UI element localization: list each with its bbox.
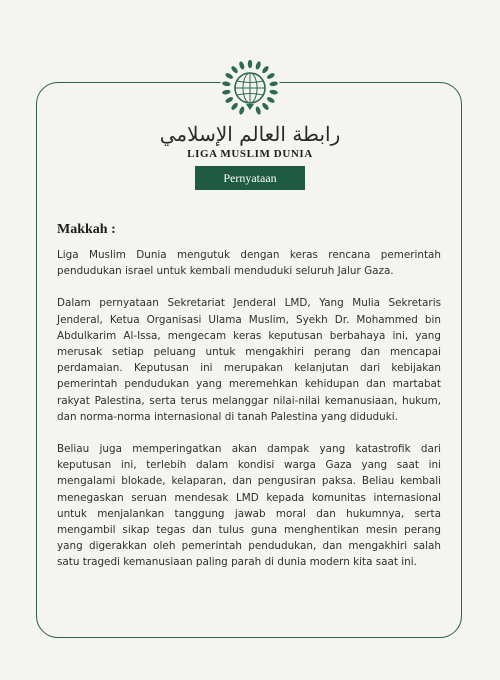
paragraph: Liga Muslim Dunia mengutuk dengan keras rencana pemerintah pendudukan israel untuk kembali menduduki seluruh Jalur Gaza. <box>57 249 441 278</box>
statement-content <box>57 222 441 587</box>
globe-wreath-emblem-icon <box>220 58 280 118</box>
paragraph: Beliau juga memperingatkan akan dampak yang katastrofik dari keputusan ini, terlebih dalam kondisi warga Gaza yang saat ini mengalami blokade, kelaparan, dan pengusiran paksa. Beliau kembali menegaskan seruan mendesak LMD kepada komunitas internasional untuk menjalankan tanggung jawab moral dan hukumnya, serta mengambil sikap tegas dan tulus guna menghentikan mesin perang yang digerakkan oleh pemerintah pendudukan, dan mengakhiri salah satu tragedi kemanusiaan paling parah di dunia modern kita saat ini. <box>57 443 441 569</box>
location-dateline: Makkah : <box>57 222 116 237</box>
org-name: LIGA MUSLIM DUNIA <box>181 148 319 160</box>
header-logo-block <box>0 58 500 190</box>
statement-badge: Pernyataan <box>195 166 305 190</box>
org-arabic-name: رابطة العالم الإسلامي <box>154 122 346 146</box>
paragraph: Dalam pernyataan Sekretariat Jenderal LMD, Yang Mulia Sekretaris Jenderal, Ketua Organisasi Ulama Muslim, Syekh Dr. Mohammed bin Abdulkarim Al-Issa, mengecam keras keputusan berbahaya ini, yang merusak setiap peluang untuk mengakhiri perang dan mencapai perdamaian. Keputusan ini merupakan kelanjutan dari kebijakan pemerintah pendudukan yang meremehkan kehidupan dan martabat rakyat Palestina, serta terus melanggar nilai-nilai kemanusiaan, hukum, dan norma-norma internasional di tanah Palestina yang diduduki. <box>57 297 441 423</box>
